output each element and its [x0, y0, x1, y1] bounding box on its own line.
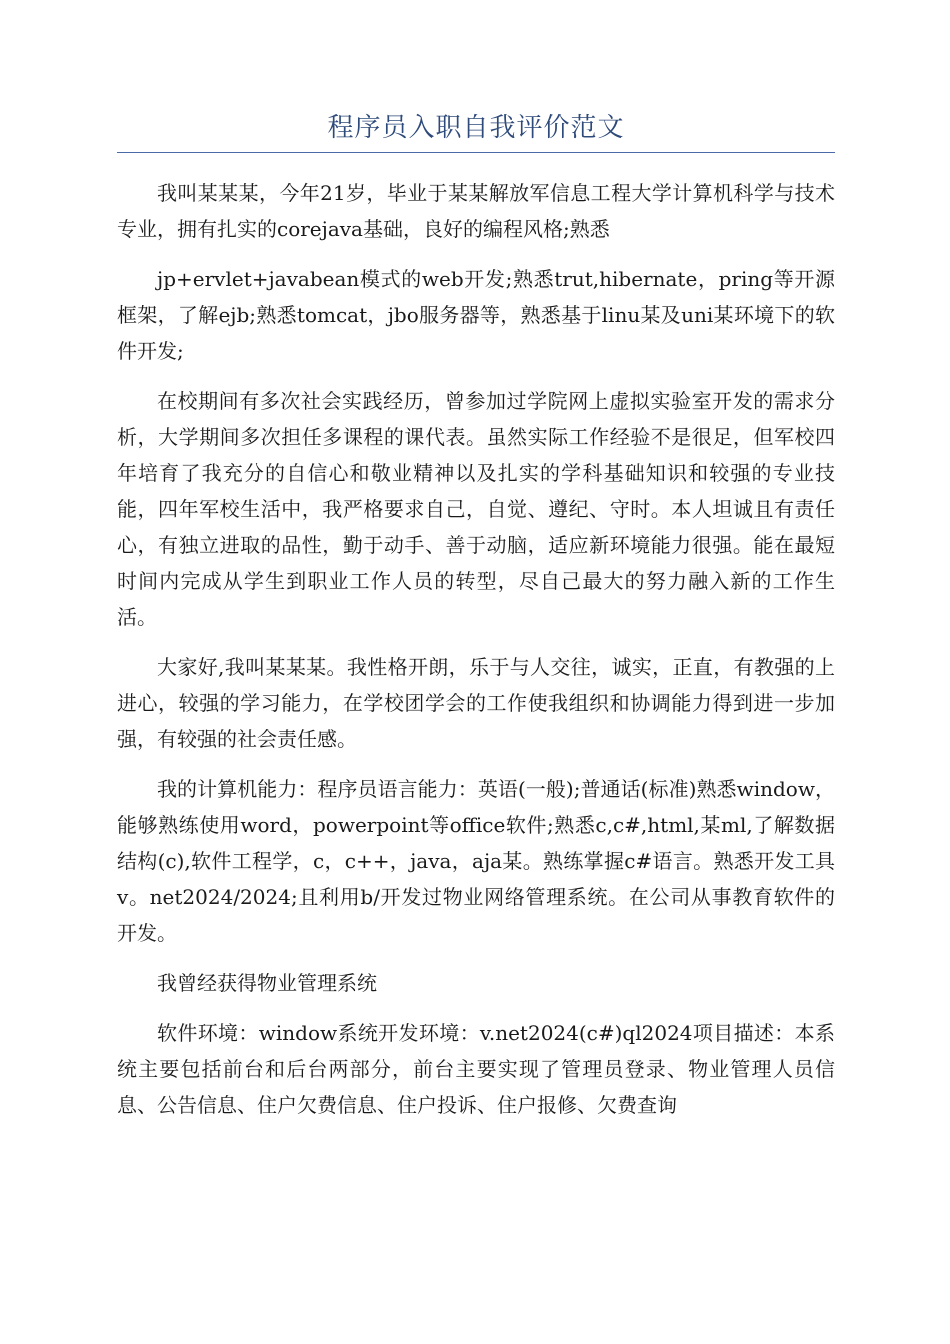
document-title: 程序员入职自我评价范文 [117, 108, 835, 153]
paragraph-computer-skills: 我的计算机能力：程序员语言能力：英语(一般);普通话(标准)熟悉window，能够熟练使用word，powerpoint等office软件;熟悉c,c#,html,某ml,了解数据结构(c),软件工程学，c，c++，java，aja某。熟练掌握c#语言。熟悉开发工具v。net2024/2024;且利用b/开发过物业网络管理系统。在公司从事教育软件的开发。 [117, 777, 835, 945]
paragraph-personality: 大家好,我叫某某某。我性格开朗，乐于与人交往，诚实，正直，有教强的上进心，较强的学习能力，在学校团学会的工作使我组织和协调能力得到进一步加强，有较强的社会责任感。 [117, 655, 835, 751]
paragraph-project-heading: 我曾经获得物业管理系统 [157, 971, 377, 995]
paragraph-school-experience: 在校期间有多次社会实践经历，曾参加过学院网上虚拟实验室开发的需求分析，大学期间多次担任多课程的课代表。虽然实际工作经验不是很足，但军校四年培育了我充分的自信心和敬业精神以及扎实的学科基础知识和较强的专业技能，四年军校生活中，我严格要求自己，自觉、遵纪、守时。本人坦诚且有责任心，有独立进取的品性，勤于动手、善于动脑，适应新环境能力很强。能在最短时间内完成从学生到职业工作人员的转型，尽自己最大的努力融入新的工作生活。 [117, 389, 835, 629]
document-body [117, 175, 835, 1123]
paragraph-project-description: 软件环境：window系统开发环境：v.net2024(c#)ql2024项目描述：本系统主要包括前台和后台两部分，前台主要实现了管理员登录、物业管理人员信息、公告信息、住户欠费信息、住户投诉、住户报修、欠费查询 [117, 1021, 835, 1117]
paragraph-intro: 我叫某某某，今年21岁，毕业于某某解放军信息工程大学计算机科学与技术专业，拥有扎实的corejava基础，良好的编程风格;熟悉 [117, 181, 835, 241]
paragraph-skills: jp+ervlet+javabean模式的web开发;熟悉trut,hibernate，pring等开源框架，了解ejb;熟悉tomcat，jbo服务器等，熟悉基于linu某及uni某环境下的软件开发; [117, 267, 835, 363]
document-page [117, 108, 835, 1137]
